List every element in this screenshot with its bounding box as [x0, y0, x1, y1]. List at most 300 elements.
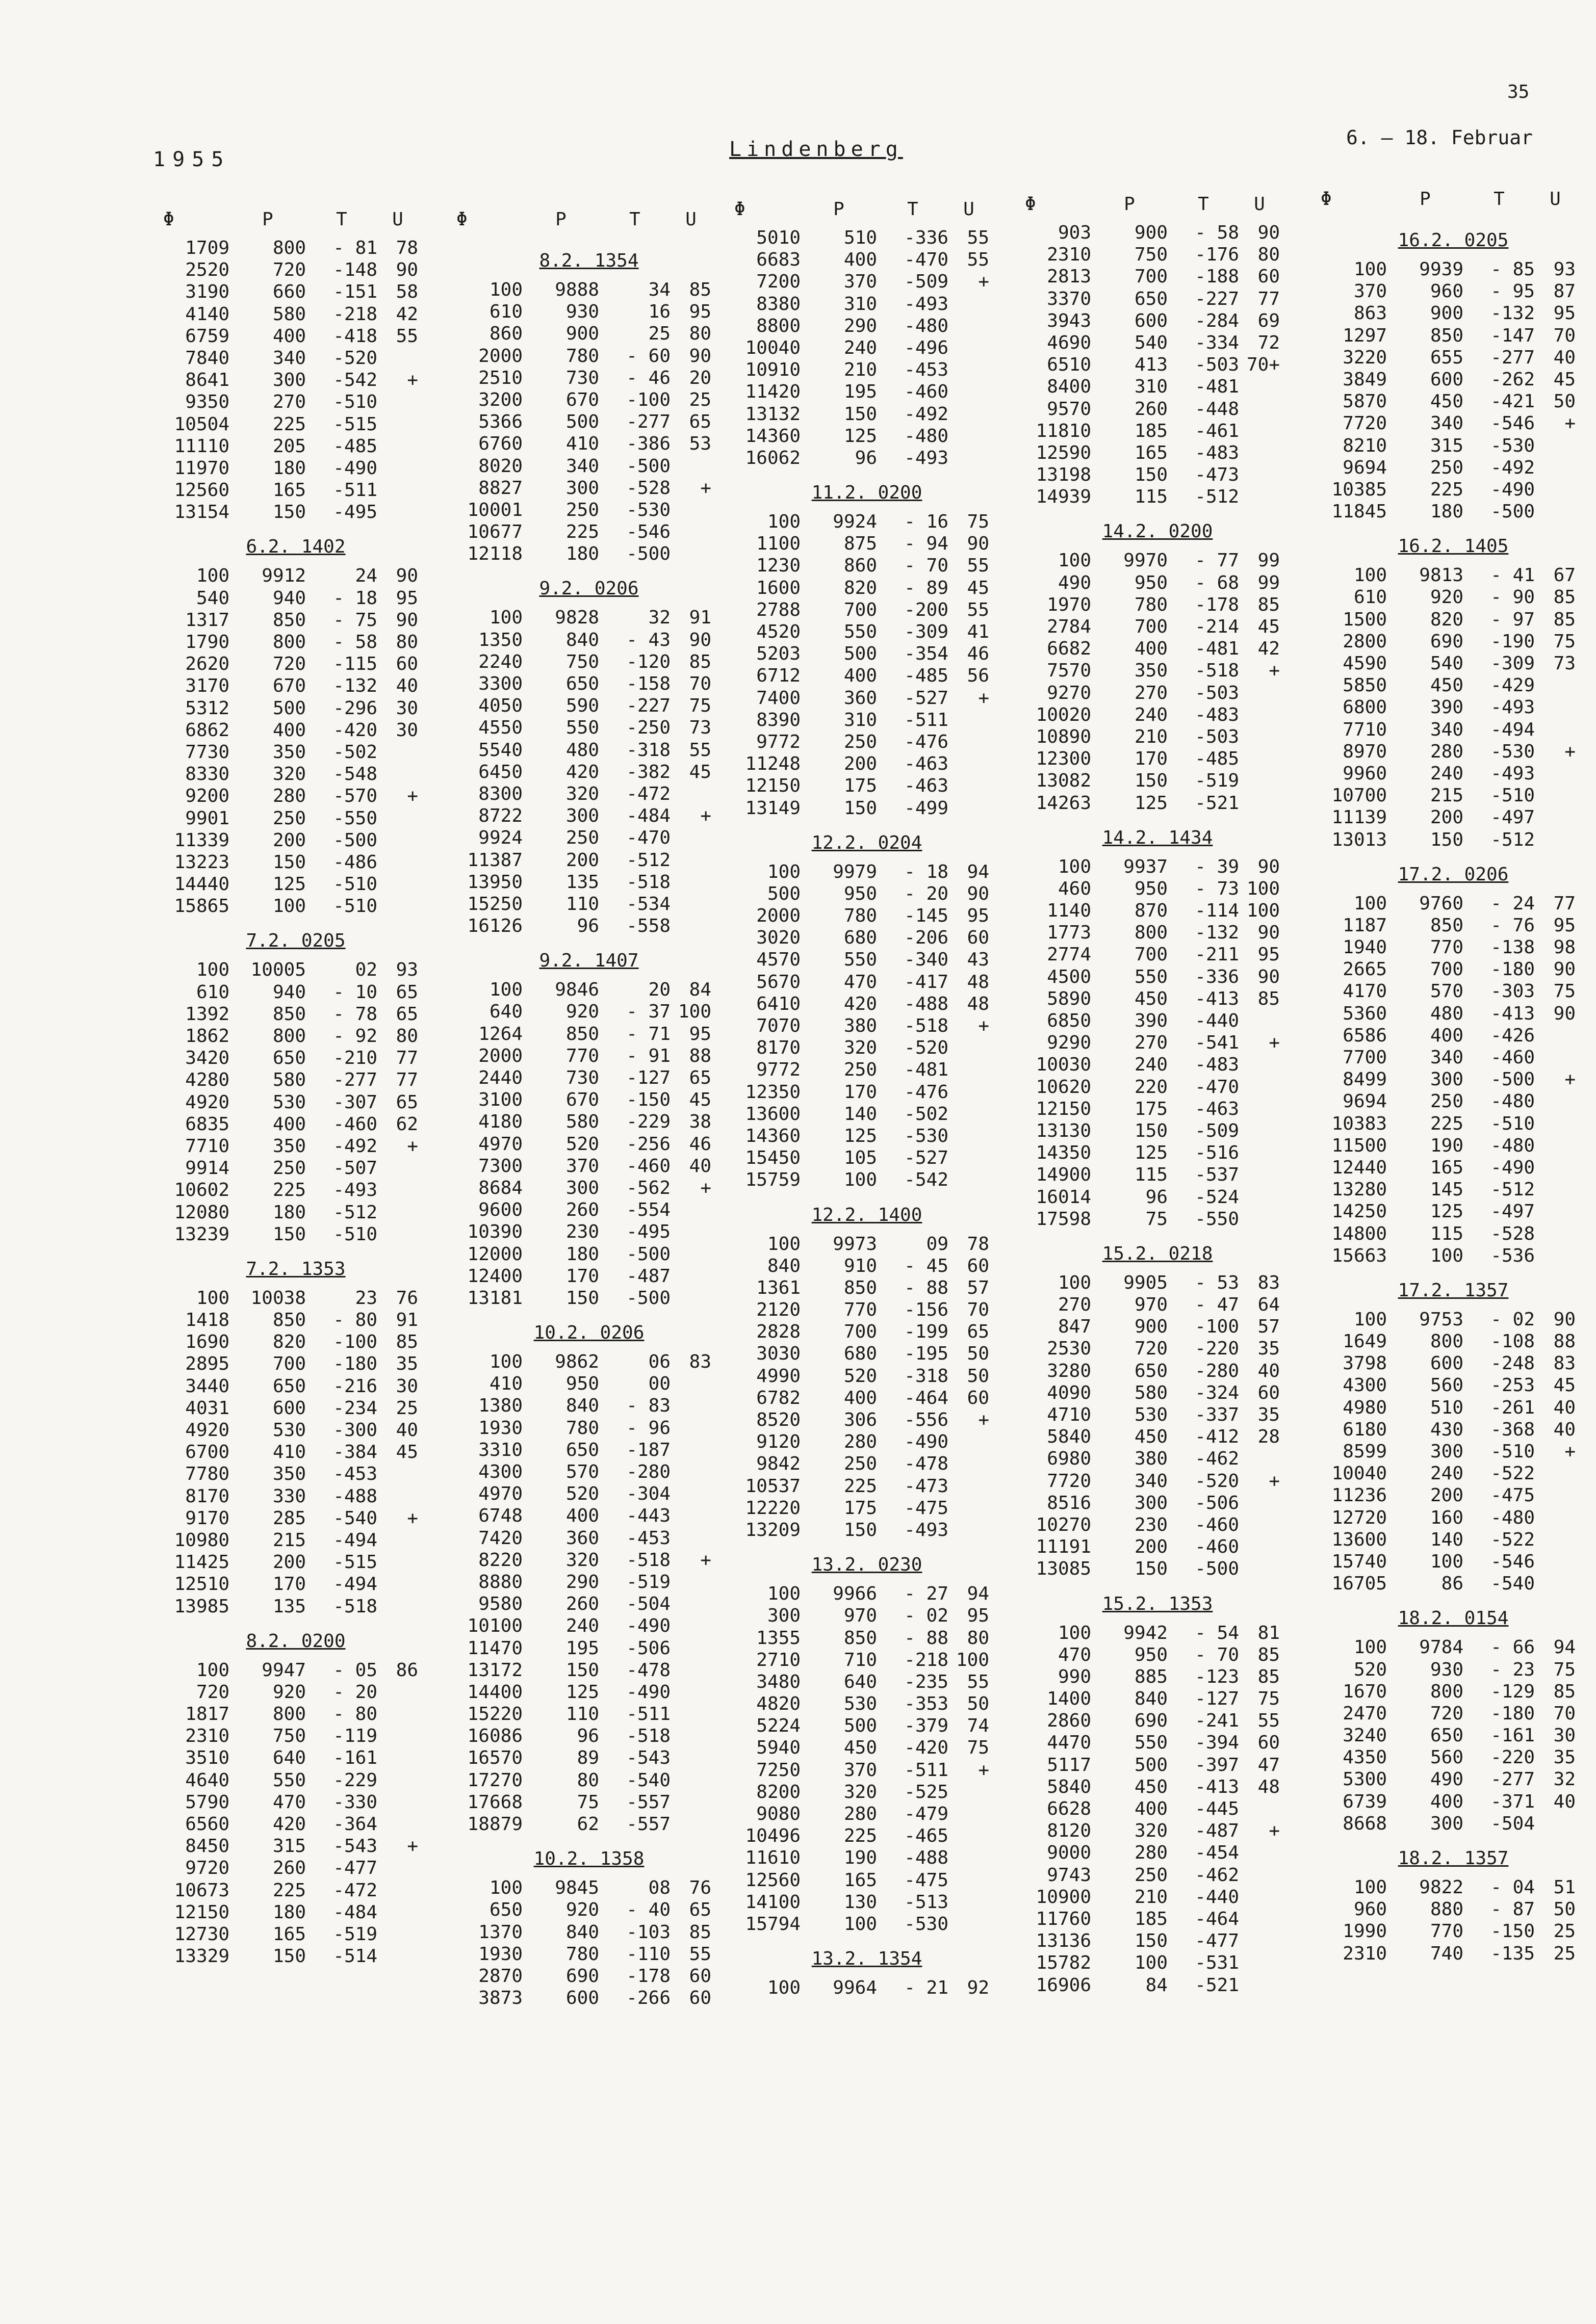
- pressure-cell: 400: [1430, 1791, 1463, 1812]
- geopotential-cell: 3480: [756, 1671, 801, 1692]
- sounding-block: [446, 946, 732, 1309]
- table-row: [446, 1505, 732, 1527]
- geopotential-cell: 640: [489, 1001, 523, 1023]
- header-p: P: [1420, 188, 1431, 210]
- geopotential-cell: 8880: [478, 1571, 523, 1592]
- geopotential-cell: 4550: [478, 717, 523, 739]
- table-row: [1310, 1090, 1596, 1112]
- humidity-cell: 62: [396, 1113, 418, 1135]
- temperature-cell: -470: [904, 249, 948, 271]
- temperature-cell: -220: [1490, 1747, 1535, 1768]
- humidity-cell: [377, 1747, 418, 1769]
- pressure-cell: 9753: [1419, 1309, 1463, 1330]
- humidity-cell: 85: [396, 1331, 418, 1353]
- pressure-cell: 260: [565, 1594, 599, 1615]
- pressure-cell: 920: [565, 1899, 599, 1921]
- table-row: [153, 1945, 439, 1967]
- temperature-cell: -480: [904, 315, 948, 336]
- table-row: [724, 1255, 1010, 1277]
- temperature-cell: -448: [1195, 398, 1239, 420]
- table-row: [1015, 1208, 1300, 1230]
- humidity-cell: 93: [396, 959, 418, 981]
- geopotential-cell: 100: [1353, 893, 1387, 914]
- geopotential-cell: 3310: [478, 1439, 523, 1460]
- humidity-cell: [671, 1395, 711, 1417]
- pressure-cell: 820: [1430, 609, 1463, 630]
- temperature-cell: -527: [904, 687, 948, 709]
- humidity-cell: 45: [396, 1442, 418, 1463]
- sounding-block: [724, 1944, 1010, 1999]
- pressure-cell: 850: [272, 1310, 306, 1331]
- pressure-cell: 950: [1134, 1644, 1168, 1665]
- table-row: [153, 1113, 439, 1135]
- pressure-cell: 9924: [833, 511, 877, 533]
- geopotential-cell: 11810: [1036, 420, 1091, 441]
- geopotential-cell: 6560: [185, 1814, 229, 1835]
- table-row: [1015, 1470, 1300, 1492]
- temperature-cell: - 70: [1195, 1644, 1239, 1665]
- table-row: [1310, 302, 1596, 324]
- pressure-cell: 300: [272, 370, 306, 391]
- humidity-cell: 50: [967, 1343, 989, 1365]
- table-row: [153, 413, 439, 435]
- pressure-cell: 730: [565, 367, 599, 388]
- temperature-cell: -519: [626, 1571, 671, 1592]
- temperature-cell: - 45: [904, 1255, 948, 1276]
- humidity-cell: 41: [967, 621, 989, 642]
- pressure-cell: 225: [1430, 1113, 1463, 1134]
- pressure-cell: 680: [843, 1343, 877, 1365]
- temperature-cell: -504: [626, 1594, 671, 1615]
- pressure-cell: 9970: [1123, 550, 1168, 571]
- temperature-cell: -248: [1490, 1353, 1535, 1374]
- pressure-cell: 820: [272, 1331, 306, 1353]
- pressure-cell: 145: [1430, 1179, 1463, 1200]
- temperature-cell: 23: [355, 1287, 377, 1309]
- pressure-cell: 9846: [555, 979, 599, 1001]
- geopotential-cell: 1930: [478, 1943, 523, 1965]
- temperature-cell: -570: [333, 786, 377, 807]
- temperature-cell: -330: [333, 1791, 377, 1813]
- pressure-cell: 580: [272, 1069, 306, 1091]
- pressure-cell: 700: [843, 599, 877, 620]
- temperature-cell: - 04: [1490, 1877, 1535, 1898]
- geopotential-cell: 10040: [745, 337, 801, 358]
- temperature-cell: - 10: [333, 981, 377, 1003]
- temperature-cell: - 77: [1195, 550, 1239, 571]
- pressure-cell: 100: [272, 896, 306, 917]
- geopotential-cell: 2788: [756, 599, 801, 620]
- pressure-cell: 130: [843, 1891, 877, 1913]
- table-row: [153, 347, 439, 369]
- pressure-cell: 520: [843, 1365, 877, 1387]
- pressure-cell: 340: [565, 455, 599, 477]
- geopotential-cell: 14100: [745, 1891, 801, 1913]
- geopotential-cell: 2870: [478, 1965, 523, 1987]
- geopotential-cell: 1400: [1047, 1688, 1091, 1710]
- temperature-cell: - 16: [904, 511, 948, 533]
- table-row: [446, 367, 732, 389]
- table-row: [1015, 550, 1300, 571]
- table-row: [153, 1331, 439, 1353]
- humidity-cell: 88: [1553, 1331, 1576, 1352]
- geopotential-cell: 3370: [1047, 288, 1091, 309]
- table-row: [153, 435, 439, 457]
- pressure-cell: 770: [843, 1299, 877, 1321]
- pressure-cell: 230: [565, 1221, 599, 1243]
- sounding-time-title: 9.2. 1407: [539, 950, 639, 972]
- humidity-cell: 75: [1553, 631, 1576, 652]
- humidity-cell: 35: [396, 1353, 418, 1375]
- temperature-cell: -490: [1490, 1157, 1535, 1178]
- humidity-cell: 90: [1257, 856, 1280, 877]
- temperature-cell: -384: [333, 1442, 377, 1463]
- humidity-cell: [1535, 1573, 1576, 1595]
- header-p: P: [555, 208, 567, 230]
- pressure-cell: 500: [272, 697, 306, 719]
- humidity-cell: 70: [689, 673, 711, 694]
- pressure-cell: 165: [843, 1869, 877, 1891]
- geopotential-cell: 3798: [1343, 1353, 1387, 1374]
- table-row: [1015, 638, 1300, 660]
- temperature-cell: -227: [626, 695, 671, 717]
- temperature-cell: -413: [1490, 1003, 1535, 1024]
- geopotential-cell: 15759: [745, 1169, 801, 1191]
- pressure-cell: 170: [843, 1081, 877, 1103]
- pressure-cell: 200: [272, 829, 306, 851]
- geopotential-cell: 13130: [1036, 1120, 1091, 1141]
- humidity-cell: 55: [689, 739, 711, 761]
- temperature-cell: -504: [1490, 1813, 1535, 1834]
- geopotential-cell: 16705: [1331, 1573, 1387, 1595]
- temperature-cell: -412: [1195, 1426, 1239, 1448]
- temperature-cell: -522: [1490, 1529, 1535, 1550]
- geopotential-cell: 9914: [185, 1158, 229, 1179]
- humidity-cell: [1239, 1076, 1280, 1098]
- geopotential-cell: 12300: [1036, 748, 1091, 770]
- table-row: [724, 511, 1010, 533]
- pressure-cell: 135: [565, 871, 599, 893]
- humidity-cell: 85: [1553, 587, 1576, 608]
- geopotential-cell: 13600: [745, 1103, 801, 1125]
- table-row: [724, 665, 1010, 687]
- geopotential-cell: 100: [196, 1659, 229, 1681]
- temperature-cell: -519: [1195, 770, 1239, 792]
- humidity-cell: [1535, 696, 1576, 718]
- table-row: [724, 883, 1010, 905]
- humidity-cell: 55: [967, 599, 989, 620]
- geopotential-cell: 13132: [745, 403, 801, 425]
- humidity-cell: 45: [1553, 1375, 1576, 1396]
- geopotential-cell: 3510: [185, 1747, 229, 1769]
- geopotential-cell: 10677: [467, 521, 523, 543]
- geopotential-cell: 610: [489, 301, 523, 323]
- table-row: [724, 861, 1010, 883]
- table-row: [724, 1453, 1010, 1475]
- temperature-cell: -340: [904, 949, 948, 971]
- temperature-cell: -500: [333, 829, 377, 851]
- geopotential-cell: 11420: [745, 381, 801, 403]
- temperature-cell: -499: [904, 797, 948, 819]
- temperature-cell: - 95: [1490, 281, 1535, 302]
- pressure-cell: 225: [1430, 479, 1463, 500]
- table-row: [153, 829, 439, 851]
- pressure-cell: 860: [843, 555, 877, 577]
- geopotential-cell: 14800: [1331, 1223, 1387, 1244]
- table-row: [1310, 1943, 1596, 1965]
- table-row: [724, 1125, 1010, 1147]
- pressure-cell: 413: [1134, 354, 1168, 376]
- table-row: [724, 1475, 1010, 1497]
- geopotential-cell: 1297: [1343, 325, 1387, 346]
- humidity-cell: 75: [1257, 1688, 1280, 1710]
- humidity-cell: [1535, 457, 1576, 479]
- temperature-cell: 02: [355, 959, 377, 981]
- table-row: [1310, 325, 1596, 347]
- humidity-cell: [948, 1519, 989, 1541]
- geopotential-cell: 3420: [185, 1048, 229, 1069]
- table-row: [1310, 1441, 1596, 1463]
- humidity-cell: 57: [967, 1277, 989, 1298]
- temperature-cell: -472: [333, 1879, 377, 1901]
- table-row: [1015, 1360, 1300, 1382]
- pressure-cell: 720: [272, 259, 306, 281]
- table-row: [1015, 922, 1300, 944]
- geopotential-cell: 13172: [467, 1659, 523, 1681]
- table-row: [1015, 354, 1300, 376]
- geopotential-cell: 2813: [1047, 266, 1091, 288]
- temperature-cell: -200: [904, 599, 948, 620]
- table-row: [153, 325, 439, 347]
- humidity-cell: [1239, 704, 1280, 726]
- temperature-cell: -540: [626, 1769, 671, 1791]
- humidity-cell: 90: [396, 565, 418, 587]
- pressure-cell: 400: [843, 249, 877, 271]
- humidity-cell: 35: [1553, 1747, 1576, 1768]
- table-row: [1310, 1397, 1596, 1419]
- pressure-cell: 150: [1134, 464, 1168, 486]
- table-row: [153, 1309, 439, 1331]
- humidity-cell: 57: [1257, 1316, 1280, 1338]
- geopotential-cell: 100: [1058, 856, 1091, 877]
- temperature-cell: -464: [1195, 1908, 1239, 1929]
- table-row: [446, 1877, 732, 1899]
- humidity-cell: 50: [967, 1365, 989, 1387]
- humidity-cell: [377, 1923, 418, 1945]
- pressure-cell: 530: [272, 1091, 306, 1113]
- pressure-cell: 9862: [555, 1351, 599, 1373]
- table-row: [724, 1277, 1010, 1299]
- temperature-cell: -503: [1195, 354, 1239, 376]
- pressure-cell: 770: [1430, 937, 1463, 958]
- geopotential-cell: 7730: [185, 741, 229, 763]
- pressure-cell: 530: [272, 1420, 306, 1441]
- temperature-cell: -440: [1195, 1010, 1239, 1031]
- geopotential-cell: 14900: [1036, 1164, 1091, 1186]
- pressure-cell: 9947: [262, 1659, 306, 1681]
- geopotential-cell: 15220: [467, 1704, 523, 1725]
- sounding-block: [446, 1844, 732, 2009]
- pressure-cell: 140: [1430, 1529, 1463, 1550]
- table-row: [1310, 369, 1596, 390]
- geopotential-cell: 6980: [1047, 1448, 1091, 1470]
- temperature-cell: -253: [1490, 1375, 1535, 1396]
- temperature-cell: -490: [626, 1681, 671, 1703]
- temperature-cell: -558: [626, 916, 671, 937]
- header-u: U: [1550, 188, 1561, 210]
- table-row: [446, 345, 732, 367]
- pressure-cell: 710: [843, 1649, 877, 1670]
- temperature-cell: -119: [333, 1726, 377, 1747]
- geopotential-cell: 9901: [185, 807, 229, 829]
- humidity-cell: 65: [396, 1003, 418, 1025]
- table-row: [446, 1899, 732, 1921]
- humidity-cell: 60: [967, 1255, 989, 1276]
- temperature-cell: -554: [626, 1199, 671, 1221]
- geopotential-cell: 11236: [1331, 1485, 1387, 1506]
- geopotential-cell: 3873: [478, 1988, 523, 2009]
- geopotential-cell: 1140: [1047, 900, 1091, 922]
- pressure-cell: 700: [1134, 944, 1168, 965]
- temperature-cell: -546: [626, 521, 671, 543]
- pressure-cell: 820: [843, 577, 877, 598]
- temperature-cell: -318: [904, 1365, 948, 1387]
- table-row: [1015, 1492, 1300, 1514]
- header-u: U: [963, 198, 974, 220]
- pressure-cell: 9966: [833, 1583, 877, 1605]
- pressure-cell: 240: [565, 1615, 599, 1637]
- table-row: [1015, 1666, 1300, 1688]
- pressure-cell: 885: [1134, 1666, 1168, 1687]
- humidity-cell: 78: [396, 238, 418, 258]
- table-row: [446, 1571, 732, 1593]
- geopotential-cell: 6628: [1047, 1798, 1091, 1819]
- pressure-cell: 195: [565, 1637, 599, 1659]
- table-row: [1015, 1952, 1300, 1974]
- humidity-cell: [671, 1221, 711, 1243]
- geopotential-cell: 2310: [185, 1726, 229, 1747]
- geopotential-cell: 7720: [1343, 413, 1387, 434]
- table-row: [724, 271, 1010, 293]
- temperature-cell: -475: [904, 1869, 948, 1891]
- temperature-cell: -110: [626, 1943, 671, 1965]
- humidity-cell: 30: [1553, 1725, 1576, 1746]
- table-row: [446, 1351, 732, 1373]
- humidity-cell: [671, 1483, 711, 1505]
- pressure-cell: 110: [565, 893, 599, 915]
- humidity-cell: 80: [396, 1026, 418, 1047]
- table-row: [153, 1179, 439, 1201]
- humidity-cell: 80: [689, 323, 711, 345]
- geopotential-cell: 16906: [1036, 1974, 1091, 1996]
- humidity-cell: 100: [1246, 878, 1280, 899]
- sounding-block: [724, 227, 1010, 469]
- table-row: [446, 1045, 732, 1067]
- humidity-cell: 90: [967, 883, 989, 904]
- humidity-cell: [1535, 501, 1576, 523]
- temperature-cell: -510: [333, 391, 377, 413]
- table-row: [1015, 878, 1300, 900]
- humidity-cell: [671, 893, 711, 915]
- pressure-cell: 740: [1430, 1943, 1463, 1964]
- pressure-cell: 200: [565, 849, 599, 871]
- humidity-cell: [1239, 1974, 1280, 1996]
- geopotential-cell: 13082: [1036, 770, 1091, 792]
- humidity-cell: [1239, 1164, 1280, 1186]
- geopotential-cell: 2784: [1047, 616, 1091, 637]
- table-row: [1310, 1179, 1596, 1200]
- geopotential-cell: 5840: [1047, 1426, 1091, 1448]
- geopotential-cell: 10390: [467, 1221, 523, 1243]
- temperature-cell: -512: [1195, 486, 1239, 508]
- geopotential-cell: 10537: [745, 1475, 801, 1497]
- pressure-cell: 125: [1430, 1201, 1463, 1222]
- table-row: [153, 851, 439, 873]
- table-row: [446, 1943, 732, 1965]
- table-row: [724, 1605, 1010, 1627]
- temperature-cell: -507: [333, 1158, 377, 1179]
- pressure-cell: 86: [1441, 1573, 1463, 1595]
- temperature-cell: -521: [1195, 1974, 1239, 1996]
- header-phi: Φ: [1025, 193, 1036, 215]
- table-row: [1015, 310, 1300, 332]
- temperature-cell: 16: [648, 301, 671, 323]
- humidity-cell: [1239, 398, 1280, 420]
- temperature-cell: -484: [333, 1901, 377, 1923]
- temperature-cell: -277: [626, 411, 671, 433]
- pressure-cell: 540: [1134, 332, 1168, 353]
- humidity-cell: 60: [1257, 1732, 1280, 1754]
- table-row: [724, 359, 1010, 381]
- geopotential-cell: 8499: [1343, 1069, 1387, 1090]
- pressure-cell: 270: [272, 391, 306, 413]
- table-row: [446, 1265, 732, 1287]
- temperature-cell: -540: [333, 1507, 377, 1529]
- humidity-cell: [1239, 1536, 1280, 1558]
- sounding-time-title: 17.2. 0206: [1398, 864, 1509, 885]
- humidity-cell: [948, 1147, 989, 1169]
- humidity-cell: [377, 1463, 418, 1485]
- header-t: T: [336, 208, 347, 230]
- temperature-cell: -556: [904, 1409, 948, 1430]
- table-row: [1310, 1374, 1596, 1396]
- sounding-time-title: 7.2. 0205: [246, 930, 346, 952]
- table-row: [1310, 893, 1596, 915]
- geopotential-cell: 15865: [174, 896, 229, 917]
- geopotential-cell: 6760: [478, 433, 523, 455]
- humidity-cell: 90: [689, 629, 711, 650]
- table-row: [1015, 332, 1300, 354]
- pressure-cell: 410: [272, 1442, 306, 1463]
- geopotential-cell: 100: [1353, 1309, 1387, 1330]
- geopotential-cell: 15782: [1036, 1952, 1091, 1974]
- geopotential-cell: 3943: [1047, 310, 1091, 331]
- geopotential-cell: 100: [1353, 1877, 1387, 1898]
- table-row: [724, 1803, 1010, 1825]
- temperature-cell: -484: [626, 805, 671, 827]
- geopotential-cell: 1370: [478, 1921, 523, 1943]
- sounding-block: [1015, 517, 1300, 814]
- pressure-cell: 320: [843, 1781, 877, 1803]
- pressure-cell: 280: [272, 786, 306, 807]
- table-row: [1310, 1157, 1596, 1179]
- geopotential-cell: 9772: [756, 731, 801, 752]
- table-row: [1310, 1419, 1596, 1441]
- pressure-cell: 290: [565, 1571, 599, 1592]
- geopotential-cell: 1100: [756, 533, 801, 555]
- geopotential-cell: 2440: [478, 1067, 523, 1088]
- geopotential-cell: 13085: [1036, 1558, 1091, 1580]
